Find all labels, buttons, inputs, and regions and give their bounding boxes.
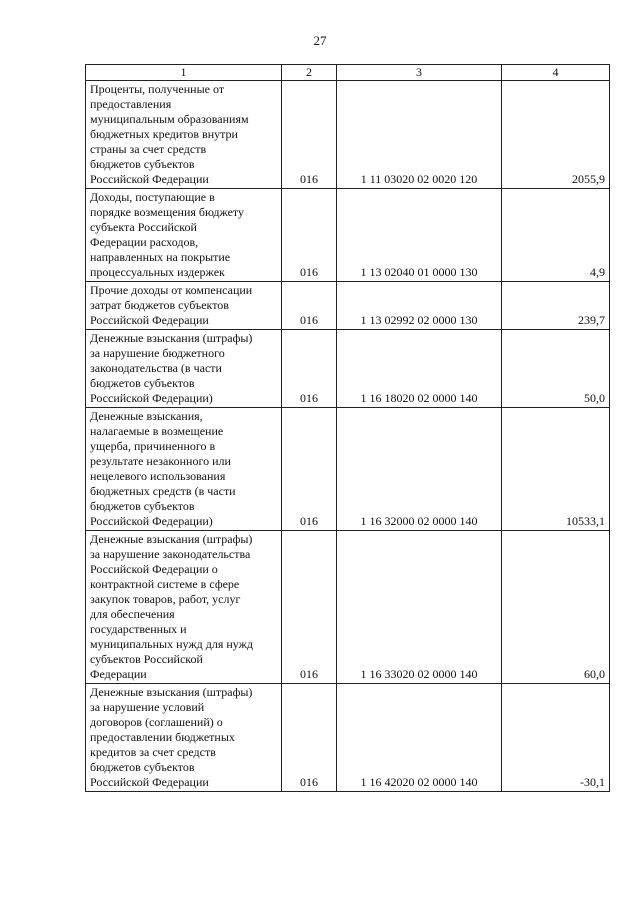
row-amount: 10533,1 <box>502 408 610 531</box>
row-admin-code: 016 <box>282 684 337 792</box>
row-name: Прочие доходы от компенсации затрат бюджетов субъектов Российской Федерации <box>90 283 253 327</box>
page-number: 27 <box>313 33 327 48</box>
header-col-1: 1 <box>86 65 282 81</box>
row-name: Доходы, поступающие в порядке возмещения бюджету субъекта Российской Федерации расходов, направленных на покрытие процессуальных издержек <box>90 190 245 279</box>
row-admin-code: 016 <box>282 330 337 408</box>
row-admin-code: 016 <box>282 408 337 531</box>
row-name: Денежные взыскания (штрафы) за нарушение бюджетного законодательства (в части бюджетов субъектов Российской Федерации) <box>90 331 253 405</box>
row-kbk: 1 13 02040 01 0000 130 <box>337 189 502 282</box>
row-name: Денежные взыскания (штрафы) за нарушение законодательства Российской Федерации о контрактной системе в сфере закупок товаров, работ, услуг для обеспечения государственных и муниципальных нужд для нужд субъектов Российской Федерации <box>90 532 254 681</box>
row-amount: 239,7 <box>502 282 610 330</box>
table-row <box>86 531 610 684</box>
row-admin-code: 016 <box>282 189 337 282</box>
header-col-4: 4 <box>502 65 610 81</box>
row-admin-code: 016 <box>282 531 337 684</box>
row-amount: 50,0 <box>502 330 610 408</box>
header-col-2: 2 <box>282 65 337 81</box>
row-kbk: 1 13 02992 02 0000 130 <box>337 282 502 330</box>
revenue-table <box>85 64 610 792</box>
row-amount: 60,0 <box>502 531 610 684</box>
row-kbk: 1 16 42020 02 0000 140 <box>337 684 502 792</box>
row-admin-code: 016 <box>282 282 337 330</box>
header-col-3: 3 <box>337 65 502 81</box>
row-name: Денежные взыскания (штрафы) за нарушение условий договоров (соглашений) о предоставлении бюджетных кредитов за счет средств бюджетов субъектов Российской Федерации <box>90 685 253 789</box>
table-row <box>86 330 610 408</box>
row-amount: 4,9 <box>502 189 610 282</box>
table-row <box>86 282 610 330</box>
table-row <box>86 408 610 531</box>
row-name: Денежные взыскания, налагаемые в возмещение ущерба, причиненного в результате незаконного или нецелевого использования бюджетных средств (в части бюджетов субъектов Российской Федерации) <box>90 409 236 528</box>
row-amount: -30,1 <box>502 684 610 792</box>
row-kbk: 1 16 18020 02 0000 140 <box>337 330 502 408</box>
row-kbk: 1 11 03020 02 0020 120 <box>337 81 502 189</box>
row-kbk: 1 16 33020 02 0000 140 <box>337 531 502 684</box>
row-admin-code: 016 <box>282 81 337 189</box>
row-kbk: 1 16 32000 02 0000 140 <box>337 408 502 531</box>
table-row <box>86 189 610 282</box>
header-row <box>86 65 610 81</box>
row-name: Проценты, полученные от предоставления муниципальным образованиям бюджетных кредитов внутри страны за счет средств бюджетов субъектов Российской Федерации <box>90 82 249 186</box>
table-row <box>86 684 610 792</box>
table-row <box>86 81 610 189</box>
row-amount: 2055,9 <box>502 81 610 189</box>
